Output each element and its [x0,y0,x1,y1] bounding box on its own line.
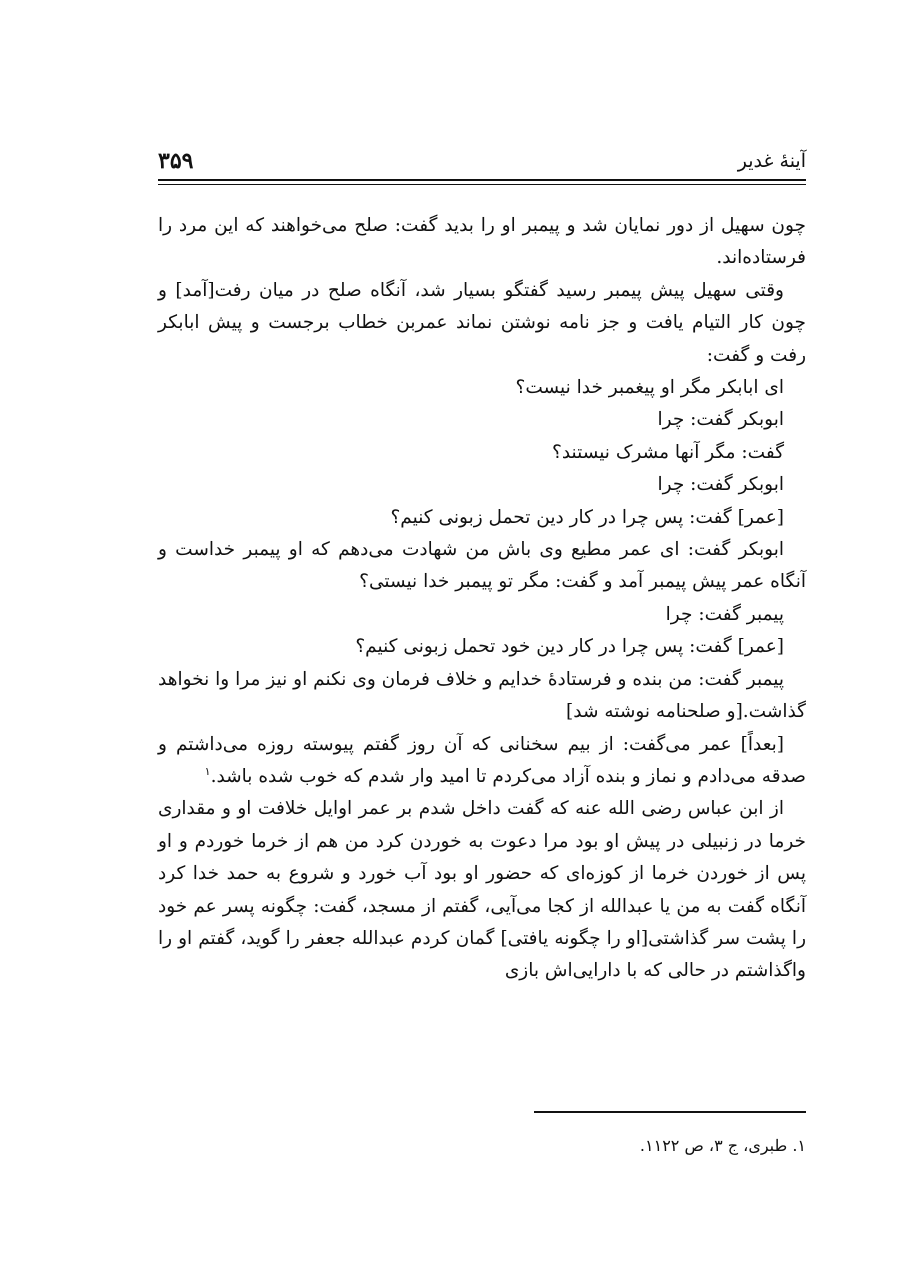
running-header [158,150,806,178]
paragraph: پیمبر گفت: من بنده و فرستادهٔ خدایم و خلاف فرمان وی نکنم او نیز مرا وا نخواهد گذاشت.[و صلحنامه نوشته شد] [158,668,806,723]
paragraph-with-footnote [158,729,806,794]
body-text [158,210,806,988]
dialogue-line: ای ابابکر مگر او پیغمبر خدا نیست؟ [515,377,784,399]
paragraph: از ابن عباس رضی الله عنه که گفت داخل شدم بر عمر اوایل خلافت او و مقداری خرما در زنبیلی در پیش او بود مرا دعوت به خوردن کرد من هم از خرما خوردم و او پس از خوردن خرما از کوزه‌ای که حضور او بود آب خورد و شروع به حمد خدا کرد آنگاه گفت به من یا عبدالله از کجا می‌آیی، گفتم از مسجد، گفت: چگونه پسر عم خود را پشت سر گذاشتی[او را چگونه یافتی] گمان کردم عبدالله جعفر را گوید، گفتم او را واگذاشتم در حالی که با دارایی‌اش بازی [158,798,806,982]
page-number: ۳۵۹ [158,148,194,174]
paragraph: وقتی سهیل پیش پیمبر رسید گفتگو بسیار شد، آنگاه صلح در میان رفت[آمد] و چون کار التیام یافت و جز نامه نوشتن نماند عمربن خطاب برجست و پیش ابابکر رفت و گفت: [158,279,806,366]
book-title: آینهٔ غدیر [737,150,806,172]
dialogue-line: گفت: مگر آنها مشرک نیستند؟ [552,441,784,463]
footnote-rule [534,1111,806,1113]
dialogue-line: [عمر] گفت: پس چرا در کار دین خود تحمل زبونی کنیم؟ [355,636,784,658]
paragraph: چون سهیل از دور نمایان شد و پیمبر او را بدید گفت: صلح می‌خواهند که این مرد را فرستاده‌اند. [158,215,806,269]
dialogue-line: ابوبکر گفت: چرا [657,409,784,431]
dialogue-line: [عمر] گفت: پس چرا در کار دین تحمل زبونی کنیم؟ [390,506,784,528]
paragraph: ابوبکر گفت: ای عمر مطیع وی باش من شهادت می‌دهم که او پیمبر خداست و آنگاه عمر پیش پیمبر آمد و گفت: مگر تو پیمبر خدا نیستی؟ [158,539,806,593]
footnote: ۱. طبری، ج ۳، ص ۱۱۲۲. [639,1136,806,1155]
paragraph-text: [بعداً] عمر می‌گفت: از بیم سخنانی که آن روز گفتم پیوسته روزه می‌داشتم و صدقه می‌دادم و نماز و بنده آزاد می‌کردم تا امید وار شدم که خوب شده باشد. [158,733,806,787]
dialogue-line: ابوبکر گفت: چرا [657,474,784,496]
footnote-marker[interactable]: ۱ [204,764,211,778]
header-rule-thick [158,179,806,181]
dialogue-line: پیمبر گفت: چرا [665,603,784,625]
header-rule-thin [158,184,806,185]
